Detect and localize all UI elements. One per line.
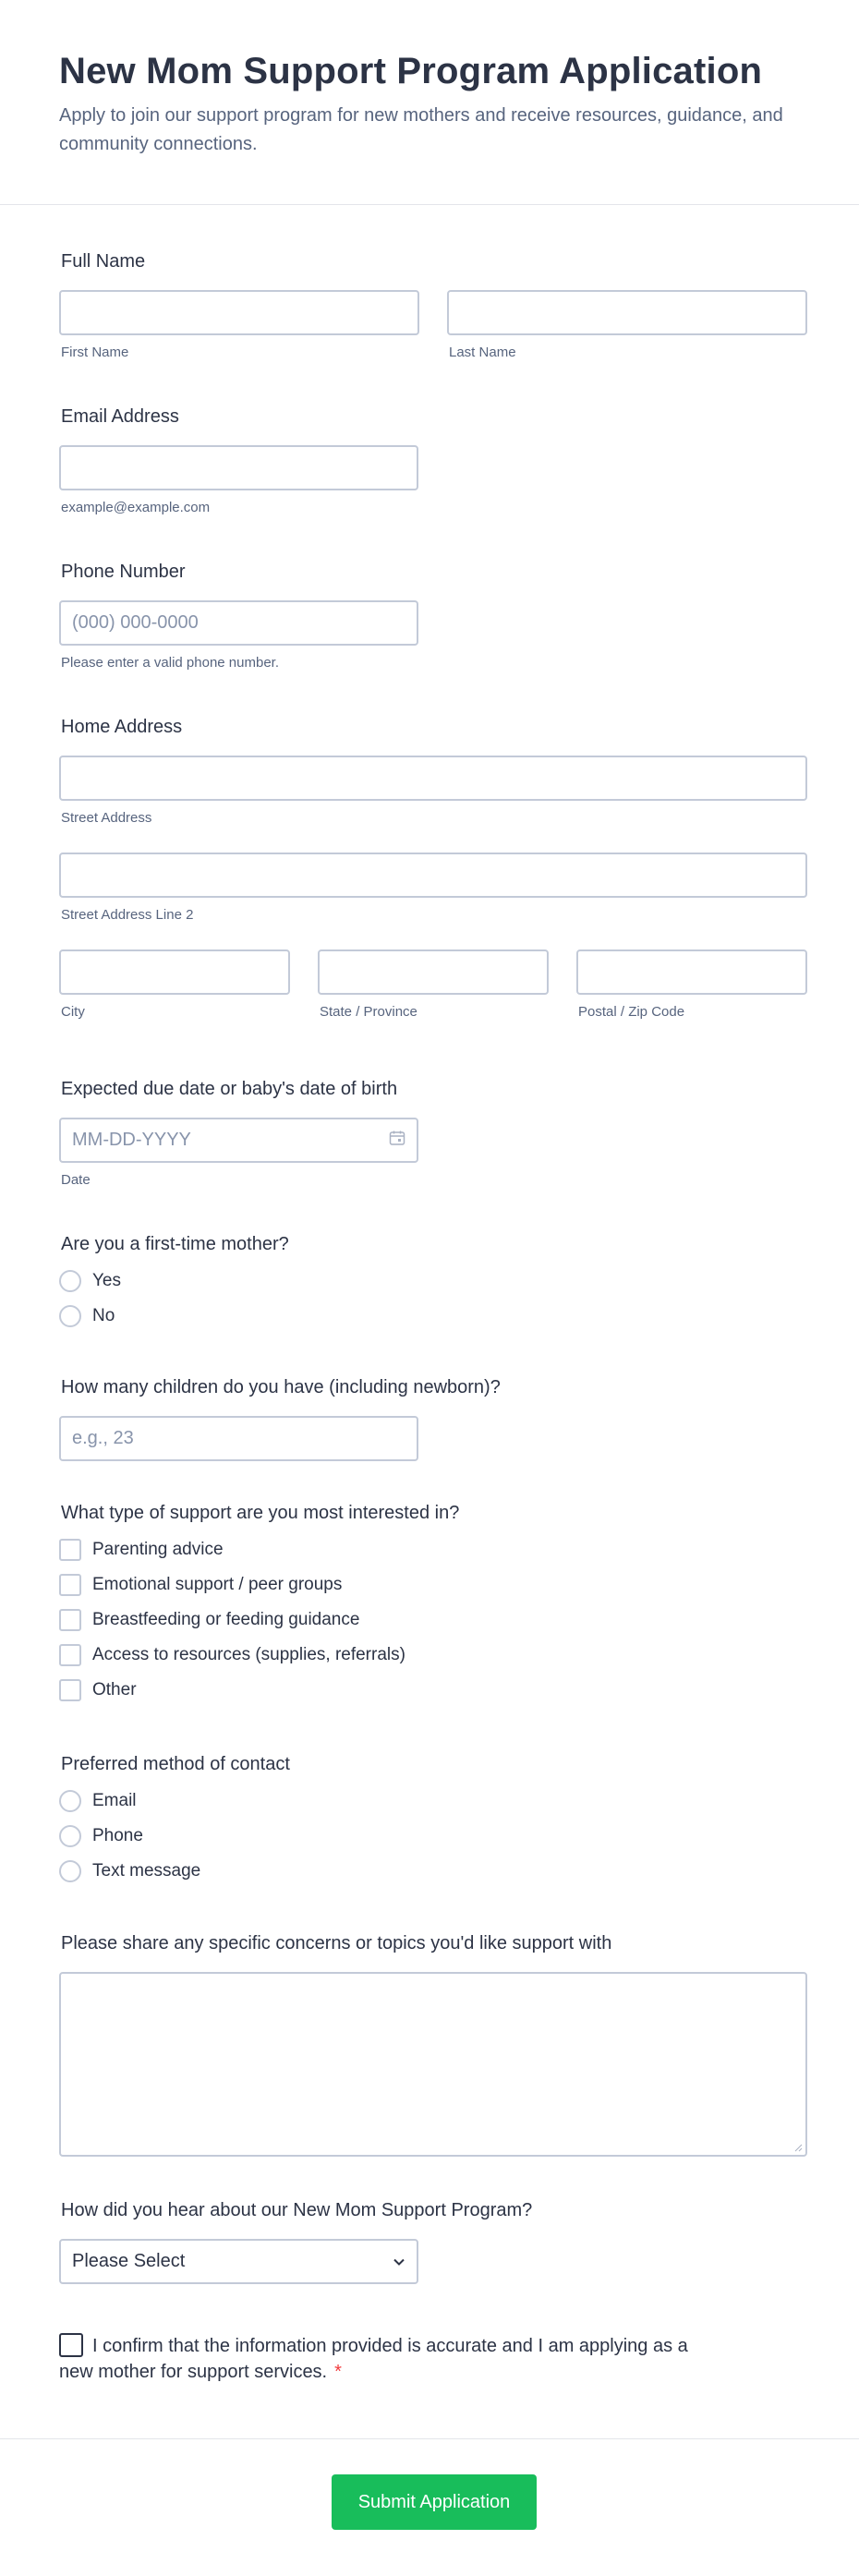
support-option-other[interactable] bbox=[59, 1673, 706, 1708]
confirm-field bbox=[59, 2333, 724, 2385]
form-footer bbox=[0, 2438, 859, 2576]
contact-method-field bbox=[59, 1752, 613, 1889]
radio-button[interactable] bbox=[59, 1860, 81, 1882]
submit-button[interactable]: Submit Application bbox=[332, 2474, 537, 2530]
checkbox[interactable] bbox=[59, 1574, 81, 1596]
option-label: Phone bbox=[92, 1826, 143, 1845]
concerns-field bbox=[59, 1931, 807, 2157]
email-input[interactable] bbox=[59, 445, 418, 490]
contact-option-text[interactable] bbox=[59, 1854, 613, 1889]
email-field bbox=[59, 405, 418, 516]
support-type-field bbox=[59, 1501, 706, 1708]
confirm-text: I confirm that the information provided is accurate and I am applying as a new mother for support services. bbox=[59, 2336, 688, 2382]
support-type-label: What type of support are you most interested in? bbox=[61, 1503, 460, 1523]
phone-label: Phone Number bbox=[61, 562, 186, 582]
checkbox[interactable] bbox=[59, 1609, 81, 1631]
first-time-option-yes[interactable] bbox=[59, 1264, 613, 1299]
heard-about-select[interactable] bbox=[59, 2239, 418, 2284]
state-sublabel: State / Province bbox=[320, 1004, 417, 1020]
calendar-icon[interactable] bbox=[389, 1130, 405, 1152]
first-name-input[interactable] bbox=[59, 290, 419, 335]
radio-button[interactable] bbox=[59, 1270, 81, 1292]
city-input[interactable] bbox=[59, 949, 290, 995]
resize-handle-icon[interactable] bbox=[793, 2143, 803, 2152]
page-title: New Mom Support Program Application bbox=[59, 51, 763, 91]
option-label: Text message bbox=[92, 1861, 201, 1881]
option-label: No bbox=[92, 1306, 115, 1325]
due-date-sublabel: Date bbox=[61, 1172, 91, 1188]
option-label: Breastfeeding or feeding guidance bbox=[92, 1610, 360, 1629]
option-label: Emotional support / peer groups bbox=[92, 1575, 343, 1594]
street-address-2-input[interactable] bbox=[59, 853, 807, 898]
radio-button[interactable] bbox=[59, 1790, 81, 1812]
due-date-field bbox=[59, 1077, 418, 1189]
city-sublabel: City bbox=[61, 1004, 85, 1020]
option-label: Email bbox=[92, 1791, 137, 1810]
address-label: Home Address bbox=[61, 717, 183, 737]
first-name-sublabel: First Name bbox=[61, 345, 129, 360]
support-option-resources[interactable] bbox=[59, 1638, 706, 1673]
support-option-parenting[interactable] bbox=[59, 1532, 706, 1567]
phone-placeholder: (000) 000-0000 bbox=[72, 612, 199, 633]
checkbox[interactable] bbox=[59, 1644, 81, 1666]
children-field bbox=[59, 1375, 613, 1461]
email-sublabel: example@example.com bbox=[61, 500, 211, 515]
state-input[interactable] bbox=[318, 949, 549, 995]
select-value: Please Select bbox=[72, 2251, 186, 2271]
heard-about-field bbox=[59, 2198, 706, 2284]
checkbox[interactable] bbox=[59, 1679, 81, 1701]
required-mark: * bbox=[334, 2362, 342, 2382]
phone-sublabel: Please enter a valid phone number. bbox=[61, 655, 279, 671]
support-option-emotional[interactable] bbox=[59, 1567, 706, 1602]
option-label: Yes bbox=[92, 1271, 121, 1290]
last-name-sublabel: Last Name bbox=[449, 345, 516, 360]
first-time-field bbox=[59, 1232, 613, 1334]
street-address-input[interactable] bbox=[59, 756, 807, 801]
checkbox[interactable] bbox=[59, 1539, 81, 1561]
concerns-textarea[interactable] bbox=[59, 1972, 807, 2157]
email-label: Email Address bbox=[61, 406, 179, 427]
zip-input[interactable] bbox=[576, 949, 807, 995]
full-name-field bbox=[59, 249, 807, 361]
page-subtitle: Apply to join our support program for new mothers and receive resources, guidance, and community connections. bbox=[59, 105, 783, 154]
street-address-2-sublabel: Street Address Line 2 bbox=[61, 907, 194, 923]
concerns-label: Please share any specific concerns or topics you'd like support with bbox=[61, 1933, 612, 1953]
due-date-input[interactable] bbox=[59, 1118, 418, 1163]
first-time-label: Are you a first-time mother? bbox=[61, 1234, 289, 1254]
radio-button[interactable] bbox=[59, 1825, 81, 1847]
phone-input[interactable] bbox=[59, 600, 418, 646]
children-placeholder: e.g., 23 bbox=[72, 1428, 134, 1448]
support-option-feeding[interactable] bbox=[59, 1602, 706, 1638]
chevron-down-icon bbox=[393, 2251, 405, 2272]
confirm-checkbox[interactable] bbox=[59, 2333, 83, 2357]
option-label: Other bbox=[92, 1680, 137, 1699]
form-header bbox=[0, 0, 859, 205]
last-name-input[interactable] bbox=[447, 290, 807, 335]
children-input[interactable] bbox=[59, 1416, 418, 1461]
due-date-label: Expected due date or baby's date of birth bbox=[61, 1079, 398, 1099]
zip-sublabel: Postal / Zip Code bbox=[578, 1004, 685, 1020]
radio-button[interactable] bbox=[59, 1305, 81, 1327]
contact-method-label: Preferred method of contact bbox=[61, 1754, 290, 1774]
full-name-label: Full Name bbox=[61, 251, 146, 272]
option-label: Parenting advice bbox=[92, 1540, 224, 1559]
due-date-placeholder: MM-DD-YYYY bbox=[72, 1130, 191, 1150]
heard-about-label: How did you hear about our New Mom Support Program? bbox=[61, 2200, 533, 2220]
first-time-option-no[interactable] bbox=[59, 1299, 613, 1334]
address-field bbox=[59, 715, 807, 1021]
contact-option-phone[interactable] bbox=[59, 1819, 613, 1854]
children-label: How many children do you have (including newborn)? bbox=[61, 1377, 501, 1397]
phone-field bbox=[59, 560, 418, 671]
contact-option-email[interactable] bbox=[59, 1784, 613, 1819]
option-label: Access to resources (supplies, referrals) bbox=[92, 1645, 405, 1664]
street-address-sublabel: Street Address bbox=[61, 810, 152, 826]
